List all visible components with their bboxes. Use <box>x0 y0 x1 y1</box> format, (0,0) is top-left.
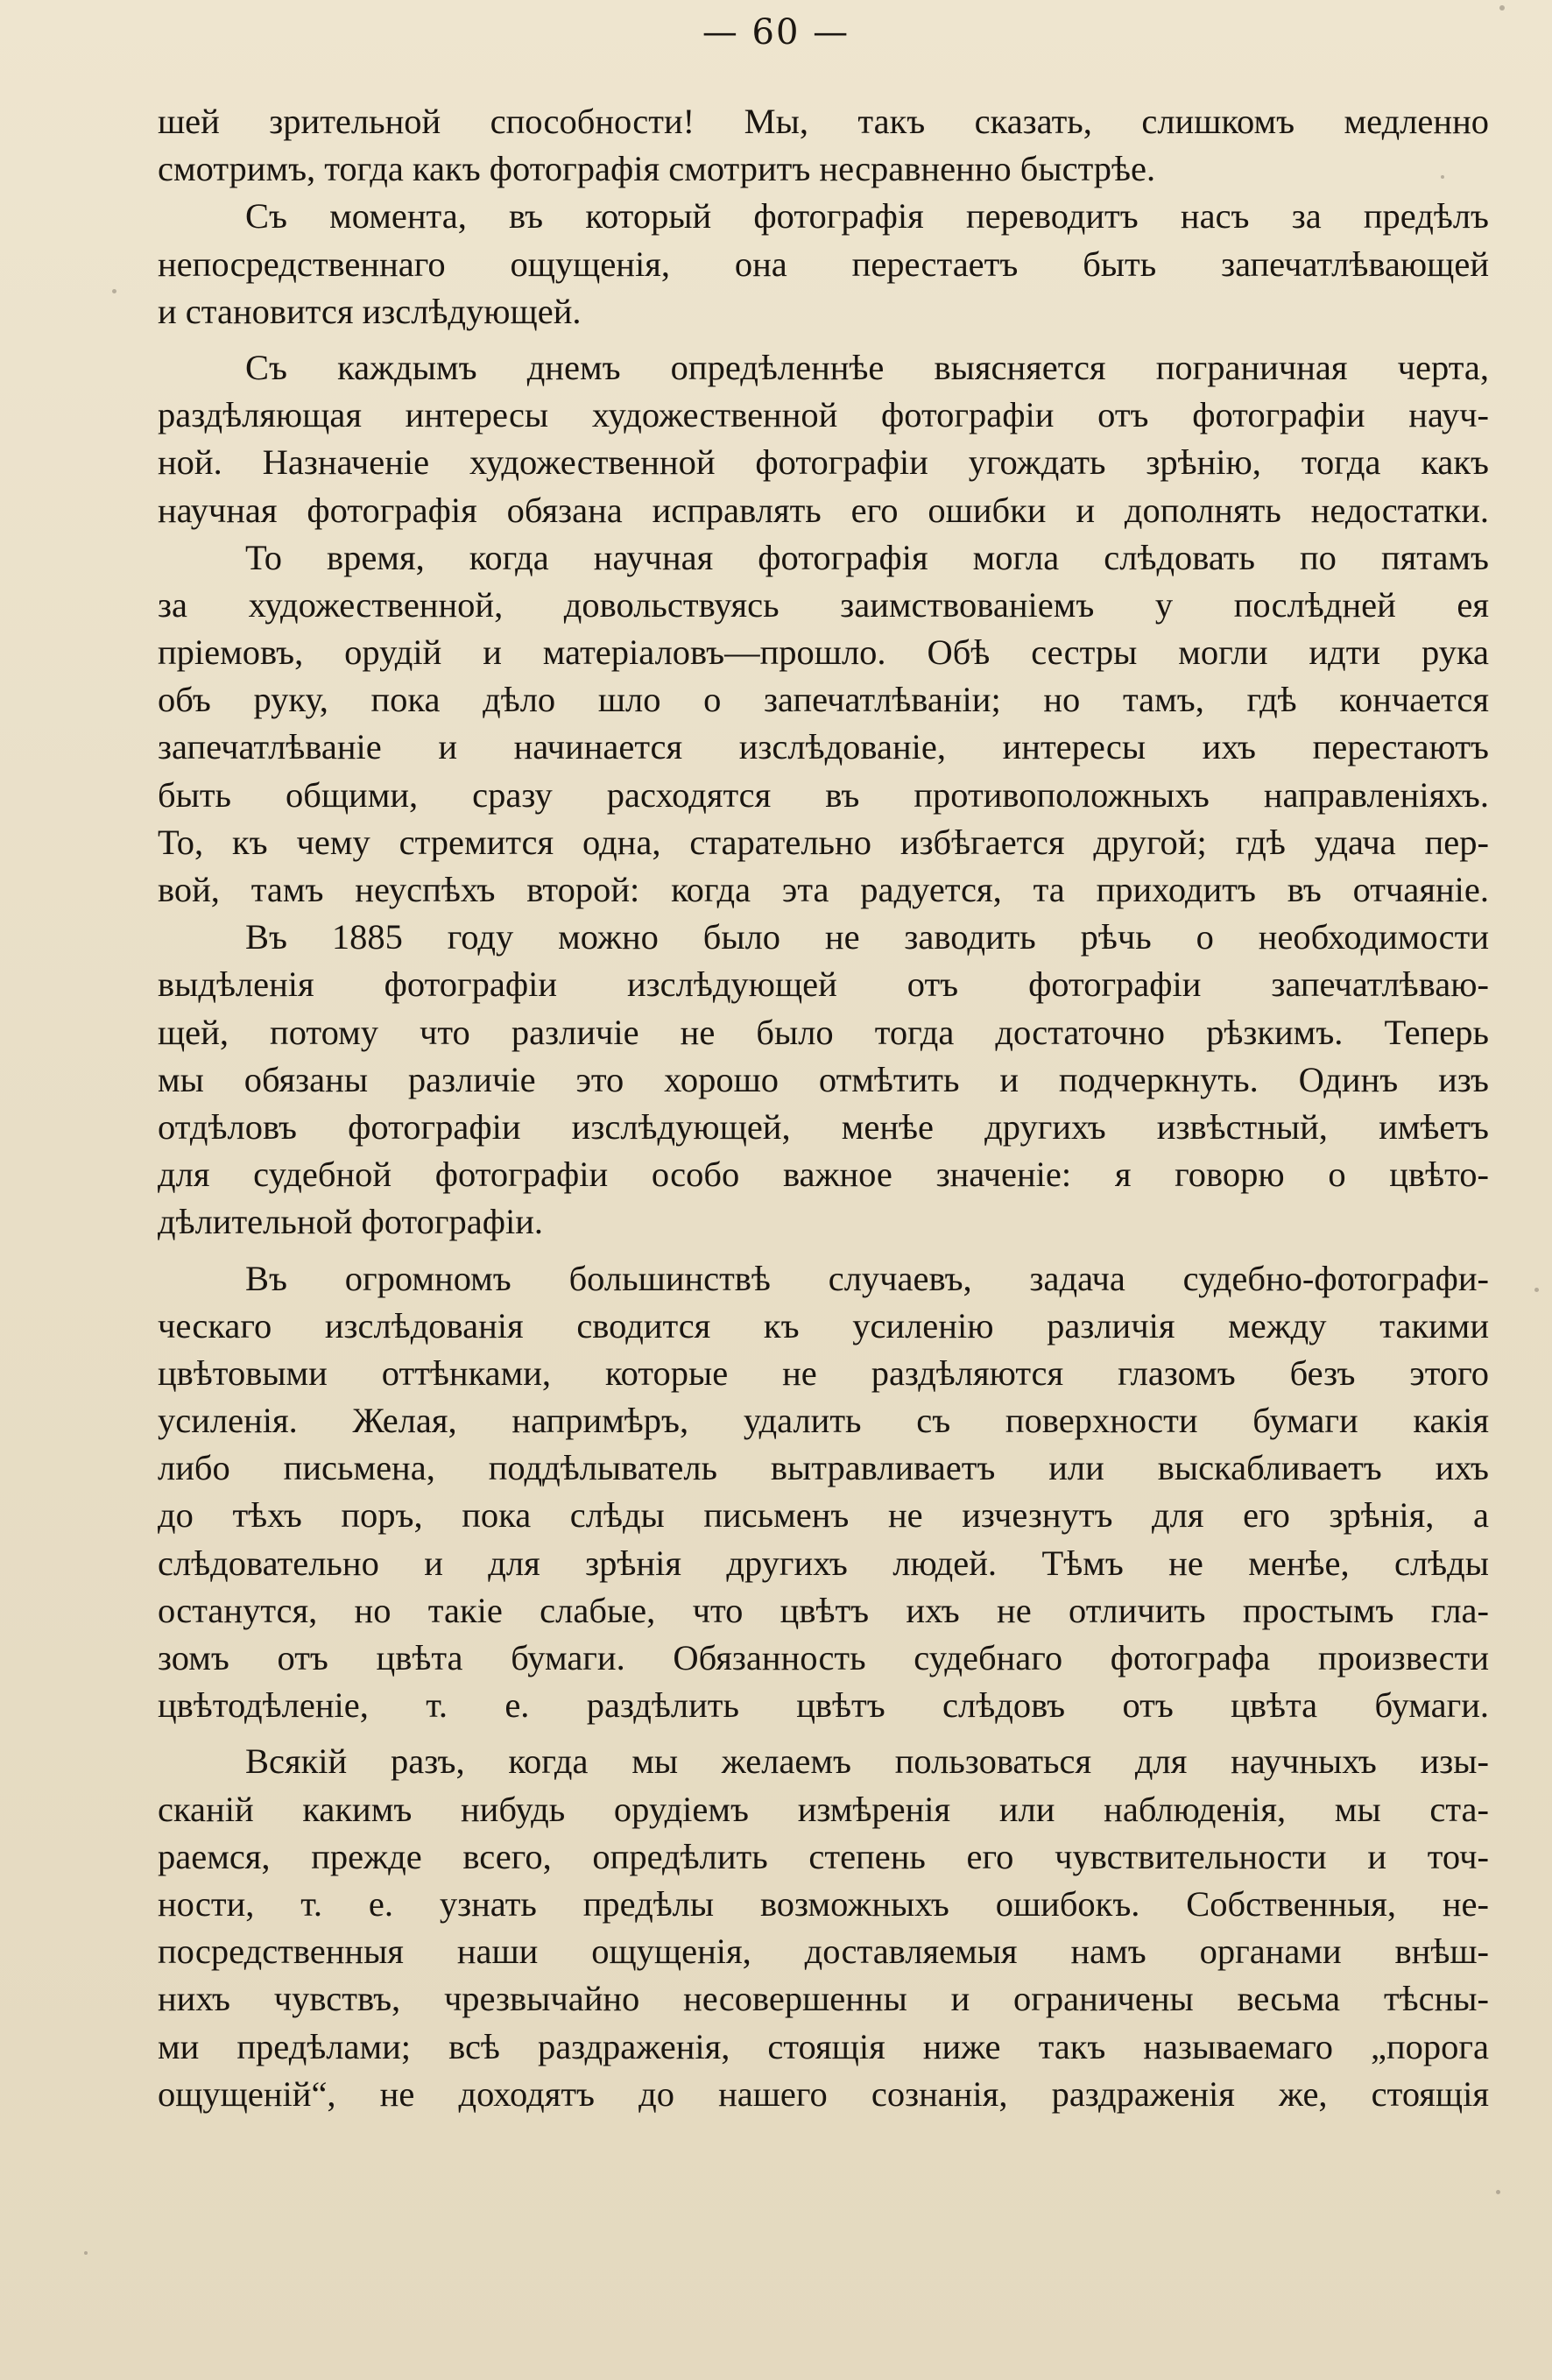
text-line: Всякій разъ, когда мы желаемъ пользоваться для научныхъ изы- <box>245 1741 1489 1782</box>
text-line: объ руку, пока дѣло шло о запечатлѣваніи; но тамъ, гдѣ кончается <box>158 680 1489 720</box>
text-line: щей, потому что различіе не было тогда достаточно рѣзкимъ. Теперь <box>158 1012 1489 1052</box>
text-line: усиленія. Желая, напримѣръ, удалить съ поверхности бумаги какія <box>158 1401 1489 1441</box>
text-line: отдѣловъ фотографіи изслѣдующей, менѣе другихъ извѣстный, имѣетъ <box>158 1106 1489 1147</box>
paragraph <box>158 1738 1489 2118</box>
text-line: Въ огромномъ большинствѣ случаевъ, задача судебно-фотографи- <box>245 1258 1489 1298</box>
text-line: посредственныя наши ощущенія, доставляемыя намъ органами внѣш- <box>158 1932 1489 1972</box>
text-line: Съ каждымъ днемъ опредѣленнѣе выясняется пограничная черта, <box>245 347 1489 387</box>
text-line: смотримъ, тогда какъ фотографія смотритъ несравненно быстрѣе. <box>158 149 1156 189</box>
paper-speck <box>1496 2190 1500 2194</box>
paragraph <box>158 98 1489 193</box>
paper-speck <box>1534 1288 1539 1292</box>
text-line: вой, тамъ неуспѣхъ второй: когда эта радуется, та приходитъ въ отчаяніе. <box>158 870 1489 909</box>
paragraph <box>158 344 1489 914</box>
text-line: пріемовъ, орудій и матеріаловъ—прошло. Обѣ сестры могли идти рука <box>158 632 1489 673</box>
text-line: выдѣленія фотографіи изслѣдующей отъ фотографіи запечатлѣваю- <box>158 964 1489 1005</box>
text-line: дѣлительной фотографіи. <box>158 1202 544 1242</box>
body-text <box>158 98 1489 2118</box>
text-line: шей зрительной способности! Мы, такъ сказать, слишкомъ медленно <box>158 102 1489 141</box>
paper-speck <box>84 2251 88 2255</box>
text-line: сканій какимъ нибудь орудіемъ измѣренія или наблюденія, мы ста- <box>158 1789 1489 1829</box>
paragraph <box>158 1255 1489 1730</box>
text-line: цвѣтовыми оттѣнками, которые не раздѣляются глазомъ безъ этого <box>158 1352 1489 1393</box>
text-line: непосредственнаго ощущенія, она перестаетъ быть запечатлѣвающей <box>158 244 1489 284</box>
text-line: ческаго изслѣдованія сводится къ усиленію различія между такими <box>158 1305 1489 1345</box>
text-line: научная фотографія обязана исправлять его ошибки и дополнять недостатки. <box>158 490 1489 530</box>
text-line: ми предѣлами; всѣ раздраженія, стоящія ниже такъ называемаго „порога <box>158 2026 1489 2066</box>
text-line: для судебной фотографіи особо важное значеніе: я говорю о цвѣто- <box>158 1155 1489 1195</box>
text-line: либо письмена, поддѣлыватель вытравливаетъ или выскабливаетъ ихъ <box>158 1448 1489 1488</box>
text-line: мы обязаны различіе это хорошо отмѣтить и подчеркнуть. Одинъ изъ <box>158 1059 1489 1099</box>
text-line: останутся, но такіе слабые, что цвѣтъ ихъ не отличить простымъ гла- <box>158 1590 1489 1630</box>
text-line: То, къ чему стремится одна, старательно избѣгается другой; гдѣ удача пер- <box>158 822 1489 862</box>
text-line: ощущеній“, не доходятъ до нашего сознанія, раздраженія же, стоящія <box>158 2073 1489 2114</box>
paragraph <box>158 193 1489 335</box>
paragraph <box>158 914 1489 1246</box>
text-line: цвѣтодѣленіе, т. е. раздѣлить цвѣтъ слѣдовъ отъ цвѣта бумаги. <box>158 1685 1489 1726</box>
text-line: ной. Назначеніе художественной фотографіи угождать зрѣнію, тогда какъ <box>158 442 1489 483</box>
text-line: То время, когда научная фотографія могла слѣдовать по пятамъ <box>245 537 1489 577</box>
text-line: зомъ отъ цвѣта бумаги. Обязанность судебнаго фотографа произвести <box>158 1638 1489 1677</box>
page-number: — 60 — <box>702 12 850 53</box>
text-line: запечатлѣваніе и начинается изслѣдованіе, интересы ихъ перестаютъ <box>158 727 1489 767</box>
text-line: Въ 1885 году можно было не заводить рѣчь о необходимости <box>245 917 1489 957</box>
paper-speck <box>1441 175 1444 179</box>
text-line: до тѣхъ поръ, пока слѣды письменъ не изчезнутъ для его зрѣнія, а <box>158 1495 1489 1536</box>
paper-speck <box>112 289 116 293</box>
text-line: ности, т. е. узнать предѣлы возможныхъ ошибокъ. Собственныя, не- <box>158 1883 1489 1924</box>
text-line: нихъ чувствъ, чрезвычайно несовершенны и ограничены весьма тѣсны- <box>158 1979 1489 2019</box>
text-line: быть общими, сразу расходятся въ противоположныхъ направленіяхъ. <box>158 774 1489 815</box>
text-line: раздѣляющая интересы художественной фотографіи отъ фотографіи науч- <box>158 395 1489 435</box>
text-line: слѣдовательно и для зрѣнія другихъ людей. Тѣмъ не менѣе, слѣды <box>158 1543 1489 1583</box>
paper-speck <box>1499 5 1505 11</box>
text-line: и становится изслѣдующей. <box>158 291 582 331</box>
text-line: за художественной, довольствуясь заимствованіемъ у послѣдней ея <box>158 584 1489 625</box>
text-line: раемся, прежде всего, опредѣлить степень его чувствительности и точ- <box>158 1836 1489 1876</box>
text-line: Съ момента, въ который фотографія переводитъ насъ за предѣлъ <box>245 196 1489 237</box>
